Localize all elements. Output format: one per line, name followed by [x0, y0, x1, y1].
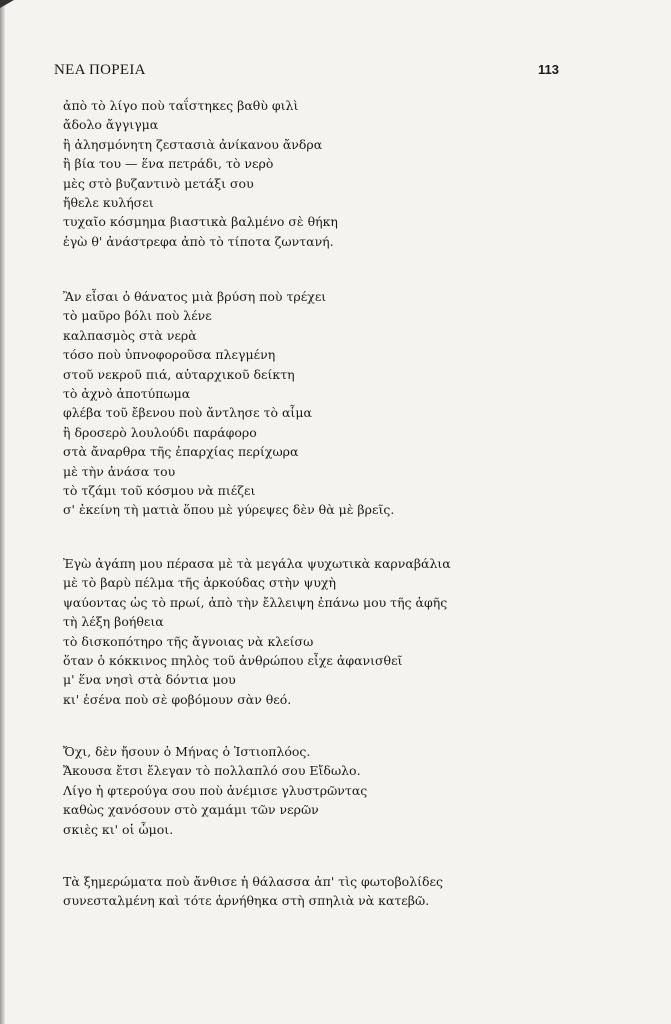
verse-line: ἢ ἀλησμόνητη ζεστασιὰ ἀνίκανου ἄνδρα	[63, 136, 323, 152]
verse-line: μὲ τὴν ἀνάσα του	[63, 463, 176, 479]
verse-line: ἐγὼ θ' ἀνάστρεφα ἀπὸ τὸ τίποτα ζωντανή.	[63, 233, 334, 249]
verse-line: καθὼς χανόσουν στὸ χαμάμι τῶν νερῶν	[63, 802, 319, 818]
verse-line: ἤθελε κυλήσει	[63, 194, 154, 210]
verse-line: ἢ βία του — ἕνα πετράδι, τὸ νερὸ	[63, 156, 274, 172]
stanza-5	[63, 872, 443, 911]
verse-line: Ἐγὼ ἀγάπη μου πέρασα μὲ τὰ μεγάλα ψυχωτικὰ καρναβάλια	[63, 556, 451, 571]
verse-line: τὸ μαῦρο βόλι ποὺ λένε	[63, 308, 212, 324]
verse-line: Ὄχι, δὲν ἤσουν ὁ Μήνας ὁ Ἱστιοπλόος.	[63, 744, 311, 759]
verse-line: κι' ἐσένα ποὺ σὲ φοβόμουν σὰν θεό.	[63, 691, 292, 707]
verse-line: ἄδολο ἄγγιγμα	[63, 117, 159, 133]
verse-line: τὸ ἀχνὸ ἀποτύπωμα	[63, 385, 191, 401]
stanza-1	[63, 96, 338, 251]
page-binding-shadow	[0, 0, 5, 1024]
verse-line: ψαύοντας ὡς τὸ πρωί, ἀπὸ τὴν ἔλλειψη ἐπάνω μου τῆς ἁφῆς	[63, 594, 448, 610]
running-title: ΝΕΑ ΠΟΡΕΙΑ	[54, 62, 146, 78]
verse-line: φλέβα τοῦ ἔβενου ποὺ ἄντλησε τὸ αἷμα	[63, 405, 312, 421]
verse-line: μὲ τὸ βαρὺ πέλμα τῆς ἀρκούδας στὴν ψυχὴ	[63, 575, 336, 591]
verse-line: τὴ λέξη βοήθεια	[63, 614, 164, 630]
verse-line: Λίγο ἡ φτερούγα σου ποὺ ἀνέμισε γλυστρῶντας	[63, 782, 368, 798]
stanza-4	[63, 742, 367, 839]
verse-line: στοῦ νεκροῦ πιά, αὐταρχικοῦ δείκτη	[63, 366, 295, 382]
verse-line: μὲς στὸ βυζαντινὸ μετάξι σου	[63, 175, 254, 191]
verse-line: Ἂν εἶσαι ὁ θάνατος μιὰ βρύση ποὺ τρέχει	[63, 289, 327, 304]
stanza-2	[63, 287, 394, 520]
verse-line: σ' ἐκείνη τὴ ματιὰ ὅπου μὲ γύρεψες δὲν θὰ μὲ βρεῖς.	[63, 502, 395, 518]
verse-line: τόσο ποὺ ὑπνοφοροῦσα πλεγμένη	[63, 347, 276, 363]
verse-line: μ' ἕνα νησὶ στὰ δόντια μου	[63, 672, 236, 688]
verse-line: σκιὲς κι' οἱ ὦμοι.	[63, 821, 174, 837]
verse-line: ὅταν ὁ κόκκινος πηλὸς τοῦ ἀνθρώπου εἶχε ἀφανισθεῖ	[63, 652, 403, 668]
verse-line: στὰ ἄναρθρα τῆς ἐπαρχίας περίχωρα	[63, 444, 299, 460]
page-number: 113	[538, 62, 559, 77]
stanza-3	[63, 554, 451, 709]
verse-line: Τὰ ξημερώματα ποὺ ἄνθισε ἡ θάλασσα ἀπ' τὶς φωτοβολίδες	[63, 874, 444, 889]
verse-line: καλπασμὸς στὰ νερὰ	[63, 327, 197, 343]
verse-line: ἢ δροσερὸ λουλούδι παράφορο	[63, 424, 257, 440]
page-header	[54, 62, 559, 82]
scan-corner-mark	[0, 0, 14, 8]
verse-line: Ἄκουσα ἔτσι ἔλεγαν τὸ πολλαπλό σου Εἴδωλο.	[63, 763, 361, 779]
verse-line: συνεσταλμένη καὶ τότε ἀρνήθηκα στὴ σπηλιὰ νὰ κατεβῶ.	[63, 893, 430, 909]
verse-line: τὸ τζάμι τοῦ κόσμου νὰ πιέζει	[63, 482, 256, 498]
verse-line: τὸ δισκοπότηρο τῆς ἄγνοιας νὰ κλείσω	[63, 633, 314, 649]
verse-line: ἀπὸ τὸ λίγο ποὺ ταΐστηκες βαθὺ φιλὶ	[63, 98, 299, 113]
verse-line: τυχαῖο κόσμημα βιαστικὰ βαλμένο σὲ θήκη	[63, 214, 338, 230]
